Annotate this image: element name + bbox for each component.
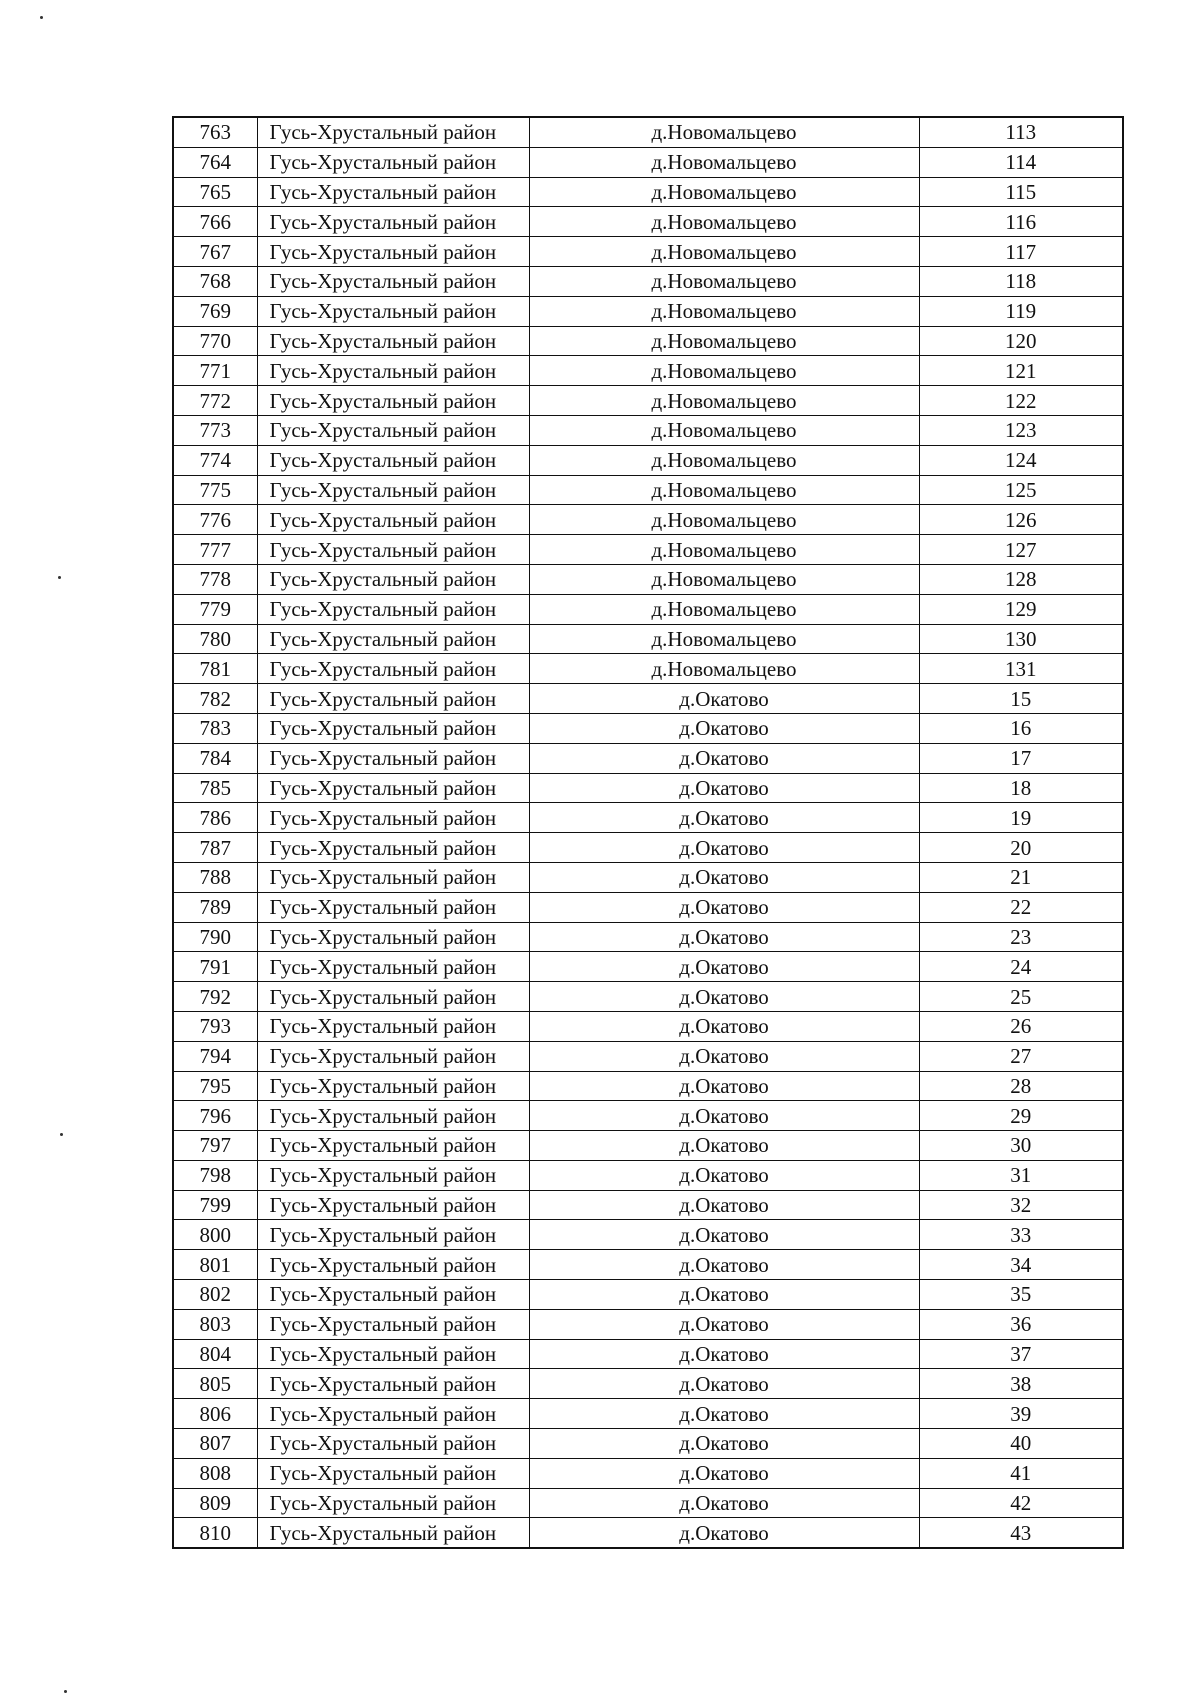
value-cell: 118: [919, 266, 1123, 296]
village-cell: д.Окатово: [529, 1101, 919, 1131]
district-cell: Гусь-Хрустальный район: [257, 743, 529, 773]
district-cell: Гусь-Хрустальный район: [257, 1369, 529, 1399]
village-cell: д.Окатово: [529, 1250, 919, 1280]
table-row: [173, 892, 1123, 922]
row-number-cell: 764: [173, 147, 257, 177]
row-number-cell: 786: [173, 803, 257, 833]
value-cell: 120: [919, 326, 1123, 356]
records-table: [172, 116, 1124, 1549]
row-number-cell: 795: [173, 1071, 257, 1101]
table-row: [173, 386, 1123, 416]
table-row: [173, 1339, 1123, 1369]
row-number-cell: 776: [173, 505, 257, 535]
village-cell: д.Новомальцево: [529, 415, 919, 445]
district-cell: Гусь-Хрустальный район: [257, 1250, 529, 1280]
table-row: [173, 356, 1123, 386]
village-cell: д.Окатово: [529, 1011, 919, 1041]
row-number-cell: 803: [173, 1309, 257, 1339]
district-cell: Гусь-Хрустальный район: [257, 862, 529, 892]
district-cell: Гусь-Хрустальный район: [257, 803, 529, 833]
row-number-cell: 807: [173, 1429, 257, 1459]
value-cell: 38: [919, 1369, 1123, 1399]
row-number-cell: 805: [173, 1369, 257, 1399]
district-cell: Гусь-Хрустальный район: [257, 1131, 529, 1161]
table-row: [173, 1101, 1123, 1131]
village-cell: д.Окатово: [529, 1131, 919, 1161]
table-row: [173, 952, 1123, 982]
table-row: [173, 564, 1123, 594]
value-cell: 129: [919, 594, 1123, 624]
value-cell: 27: [919, 1041, 1123, 1071]
table-row: [173, 1518, 1123, 1548]
village-cell: д.Новомальцево: [529, 266, 919, 296]
district-cell: Гусь-Хрустальный район: [257, 207, 529, 237]
table-row: [173, 1131, 1123, 1161]
scan-speck: [60, 1133, 63, 1136]
village-cell: д.Окатово: [529, 1458, 919, 1488]
village-cell: д.Окатово: [529, 1280, 919, 1310]
table-row: [173, 475, 1123, 505]
district-cell: Гусь-Хрустальный район: [257, 773, 529, 803]
district-cell: Гусь-Хрустальный район: [257, 1041, 529, 1071]
value-cell: 25: [919, 982, 1123, 1012]
district-cell: Гусь-Хрустальный район: [257, 713, 529, 743]
district-cell: Гусь-Хрустальный район: [257, 1518, 529, 1548]
row-number-cell: 787: [173, 833, 257, 863]
table-row: [173, 773, 1123, 803]
scan-speck: [64, 1690, 67, 1693]
village-cell: д.Новомальцево: [529, 386, 919, 416]
village-cell: д.Окатово: [529, 1518, 919, 1548]
table-row: [173, 177, 1123, 207]
scan-speck: [40, 16, 43, 19]
village-cell: д.Окатово: [529, 1429, 919, 1459]
value-cell: 18: [919, 773, 1123, 803]
value-cell: 37: [919, 1339, 1123, 1369]
village-cell: д.Новомальцево: [529, 237, 919, 267]
district-cell: Гусь-Хрустальный район: [257, 624, 529, 654]
row-number-cell: 806: [173, 1399, 257, 1429]
district-cell: Гусь-Хрустальный район: [257, 1399, 529, 1429]
row-number-cell: 777: [173, 535, 257, 565]
row-number-cell: 771: [173, 356, 257, 386]
row-number-cell: 769: [173, 296, 257, 326]
table-row: [173, 1250, 1123, 1280]
row-number-cell: 804: [173, 1339, 257, 1369]
district-cell: Гусь-Хрустальный район: [257, 326, 529, 356]
table-row: [173, 535, 1123, 565]
table-row: [173, 922, 1123, 952]
row-number-cell: 798: [173, 1160, 257, 1190]
village-cell: д.Новомальцево: [529, 505, 919, 535]
value-cell: 131: [919, 654, 1123, 684]
row-number-cell: 793: [173, 1011, 257, 1041]
district-cell: Гусь-Хрустальный район: [257, 445, 529, 475]
value-cell: 117: [919, 237, 1123, 267]
value-cell: 42: [919, 1488, 1123, 1518]
village-cell: д.Окатово: [529, 862, 919, 892]
village-cell: д.Окатово: [529, 803, 919, 833]
district-cell: Гусь-Хрустальный район: [257, 237, 529, 267]
village-cell: д.Окатово: [529, 982, 919, 1012]
value-cell: 126: [919, 505, 1123, 535]
value-cell: 30: [919, 1131, 1123, 1161]
value-cell: 32: [919, 1190, 1123, 1220]
village-cell: д.Новомальцево: [529, 535, 919, 565]
row-number-cell: 765: [173, 177, 257, 207]
district-cell: Гусь-Хрустальный район: [257, 266, 529, 296]
row-number-cell: 773: [173, 415, 257, 445]
row-number-cell: 778: [173, 564, 257, 594]
value-cell: 124: [919, 445, 1123, 475]
table-row: [173, 1190, 1123, 1220]
value-cell: 35: [919, 1280, 1123, 1310]
value-cell: 31: [919, 1160, 1123, 1190]
village-cell: д.Новомальцево: [529, 117, 919, 147]
table-row: [173, 1041, 1123, 1071]
district-cell: Гусь-Хрустальный район: [257, 1071, 529, 1101]
value-cell: 19: [919, 803, 1123, 833]
district-cell: Гусь-Хрустальный район: [257, 1429, 529, 1459]
table-row: [173, 743, 1123, 773]
value-cell: 23: [919, 922, 1123, 952]
village-cell: д.Новомальцево: [529, 624, 919, 654]
table-row: [173, 982, 1123, 1012]
table-row: [173, 1011, 1123, 1041]
row-number-cell: 797: [173, 1131, 257, 1161]
value-cell: 29: [919, 1101, 1123, 1131]
table-row: [173, 1429, 1123, 1459]
district-cell: Гусь-Хрустальный район: [257, 1458, 529, 1488]
value-cell: 116: [919, 207, 1123, 237]
table-row: [173, 833, 1123, 863]
row-number-cell: 791: [173, 952, 257, 982]
value-cell: 119: [919, 296, 1123, 326]
district-cell: Гусь-Хрустальный район: [257, 505, 529, 535]
row-number-cell: 789: [173, 892, 257, 922]
value-cell: 113: [919, 117, 1123, 147]
value-cell: 21: [919, 862, 1123, 892]
village-cell: д.Окатово: [529, 1071, 919, 1101]
table-row: [173, 594, 1123, 624]
village-cell: д.Окатово: [529, 1488, 919, 1518]
table-row: [173, 296, 1123, 326]
table-row: [173, 1488, 1123, 1518]
village-cell: д.Окатово: [529, 743, 919, 773]
value-cell: 41: [919, 1458, 1123, 1488]
row-number-cell: 784: [173, 743, 257, 773]
village-cell: д.Новомальцево: [529, 654, 919, 684]
row-number-cell: 767: [173, 237, 257, 267]
value-cell: 122: [919, 386, 1123, 416]
value-cell: 28: [919, 1071, 1123, 1101]
village-cell: д.Новомальцево: [529, 326, 919, 356]
value-cell: 36: [919, 1309, 1123, 1339]
row-number-cell: 809: [173, 1488, 257, 1518]
district-cell: Гусь-Хрустальный район: [257, 922, 529, 952]
village-cell: д.Окатово: [529, 1369, 919, 1399]
district-cell: Гусь-Хрустальный район: [257, 147, 529, 177]
district-cell: Гусь-Хрустальный район: [257, 952, 529, 982]
value-cell: 16: [919, 713, 1123, 743]
value-cell: 15: [919, 684, 1123, 714]
value-cell: 130: [919, 624, 1123, 654]
village-cell: д.Окатово: [529, 1399, 919, 1429]
row-number-cell: 783: [173, 713, 257, 743]
district-cell: Гусь-Хрустальный район: [257, 386, 529, 416]
value-cell: 127: [919, 535, 1123, 565]
row-number-cell: 799: [173, 1190, 257, 1220]
value-cell: 24: [919, 952, 1123, 982]
table-row: [173, 117, 1123, 147]
district-cell: Гусь-Хрустальный район: [257, 982, 529, 1012]
value-cell: 39: [919, 1399, 1123, 1429]
table-row: [173, 266, 1123, 296]
district-cell: Гусь-Хрустальный район: [257, 356, 529, 386]
district-cell: Гусь-Хрустальный район: [257, 1190, 529, 1220]
row-number-cell: 796: [173, 1101, 257, 1131]
table-row: [173, 415, 1123, 445]
village-cell: д.Окатово: [529, 1339, 919, 1369]
value-cell: 43: [919, 1518, 1123, 1548]
row-number-cell: 768: [173, 266, 257, 296]
district-cell: Гусь-Хрустальный район: [257, 1339, 529, 1369]
village-cell: д.Окатово: [529, 952, 919, 982]
row-number-cell: 780: [173, 624, 257, 654]
table-row: [173, 445, 1123, 475]
table-row: [173, 862, 1123, 892]
row-number-cell: 763: [173, 117, 257, 147]
district-cell: Гусь-Хрустальный район: [257, 117, 529, 147]
row-number-cell: 792: [173, 982, 257, 1012]
village-cell: д.Окатово: [529, 1160, 919, 1190]
district-cell: Гусь-Хрустальный район: [257, 1101, 529, 1131]
village-cell: д.Окатово: [529, 713, 919, 743]
table-row: [173, 1071, 1123, 1101]
row-number-cell: 775: [173, 475, 257, 505]
village-cell: д.Окатово: [529, 773, 919, 803]
value-cell: 33: [919, 1220, 1123, 1250]
village-cell: д.Окатово: [529, 1220, 919, 1250]
village-cell: д.Новомальцево: [529, 296, 919, 326]
row-number-cell: 800: [173, 1220, 257, 1250]
row-number-cell: 781: [173, 654, 257, 684]
value-cell: 20: [919, 833, 1123, 863]
table-row: [173, 505, 1123, 535]
value-cell: 114: [919, 147, 1123, 177]
value-cell: 115: [919, 177, 1123, 207]
value-cell: 40: [919, 1429, 1123, 1459]
district-cell: Гусь-Хрустальный район: [257, 564, 529, 594]
village-cell: д.Новомальцево: [529, 445, 919, 475]
row-number-cell: 785: [173, 773, 257, 803]
village-cell: д.Новомальцево: [529, 356, 919, 386]
village-cell: д.Окатово: [529, 922, 919, 952]
district-cell: Гусь-Хрустальный район: [257, 684, 529, 714]
district-cell: Гусь-Хрустальный район: [257, 535, 529, 565]
value-cell: 26: [919, 1011, 1123, 1041]
row-number-cell: 794: [173, 1041, 257, 1071]
row-number-cell: 774: [173, 445, 257, 475]
district-cell: Гусь-Хрустальный район: [257, 654, 529, 684]
table-row: [173, 1220, 1123, 1250]
village-cell: д.Новомальцево: [529, 594, 919, 624]
table-row: [173, 207, 1123, 237]
row-number-cell: 790: [173, 922, 257, 952]
district-cell: Гусь-Хрустальный район: [257, 1488, 529, 1518]
district-cell: Гусь-Хрустальный район: [257, 177, 529, 207]
row-number-cell: 782: [173, 684, 257, 714]
table-row: [173, 624, 1123, 654]
village-cell: д.Новомальцево: [529, 475, 919, 505]
village-cell: д.Окатово: [529, 892, 919, 922]
table-row: [173, 147, 1123, 177]
table-row: [173, 1280, 1123, 1310]
district-cell: Гусь-Хрустальный район: [257, 594, 529, 624]
table-row: [173, 1399, 1123, 1429]
value-cell: 123: [919, 415, 1123, 445]
village-cell: д.Окатово: [529, 1041, 919, 1071]
row-number-cell: 772: [173, 386, 257, 416]
table-row: [173, 1458, 1123, 1488]
row-number-cell: 810: [173, 1518, 257, 1548]
table-row: [173, 713, 1123, 743]
records-table-body: [173, 117, 1123, 1548]
district-cell: Гусь-Хрустальный район: [257, 296, 529, 326]
table-row: [173, 326, 1123, 356]
village-cell: д.Новомальцево: [529, 207, 919, 237]
scan-speck: [58, 576, 61, 579]
district-cell: Гусь-Хрустальный район: [257, 892, 529, 922]
table-row: [173, 1369, 1123, 1399]
district-cell: Гусь-Хрустальный район: [257, 1011, 529, 1041]
village-cell: д.Новомальцево: [529, 177, 919, 207]
value-cell: 128: [919, 564, 1123, 594]
district-cell: Гусь-Хрустальный район: [257, 415, 529, 445]
row-number-cell: 779: [173, 594, 257, 624]
village-cell: д.Окатово: [529, 1309, 919, 1339]
district-cell: Гусь-Хрустальный район: [257, 475, 529, 505]
village-cell: д.Окатово: [529, 684, 919, 714]
row-number-cell: 801: [173, 1250, 257, 1280]
district-cell: Гусь-Хрустальный район: [257, 1309, 529, 1339]
row-number-cell: 808: [173, 1458, 257, 1488]
table-row: [173, 237, 1123, 267]
table-row: [173, 803, 1123, 833]
row-number-cell: 770: [173, 326, 257, 356]
table-row: [173, 1160, 1123, 1190]
district-cell: Гусь-Хрустальный район: [257, 1220, 529, 1250]
district-cell: Гусь-Хрустальный район: [257, 833, 529, 863]
table-row: [173, 684, 1123, 714]
row-number-cell: 802: [173, 1280, 257, 1310]
district-cell: Гусь-Хрустальный район: [257, 1160, 529, 1190]
district-cell: Гусь-Хрустальный район: [257, 1280, 529, 1310]
row-number-cell: 766: [173, 207, 257, 237]
village-cell: д.Новомальцево: [529, 147, 919, 177]
value-cell: 17: [919, 743, 1123, 773]
table-row: [173, 1309, 1123, 1339]
village-cell: д.Новомальцево: [529, 564, 919, 594]
table-row: [173, 654, 1123, 684]
value-cell: 22: [919, 892, 1123, 922]
value-cell: 125: [919, 475, 1123, 505]
value-cell: 34: [919, 1250, 1123, 1280]
village-cell: д.Окатово: [529, 833, 919, 863]
value-cell: 121: [919, 356, 1123, 386]
row-number-cell: 788: [173, 862, 257, 892]
village-cell: д.Окатово: [529, 1190, 919, 1220]
